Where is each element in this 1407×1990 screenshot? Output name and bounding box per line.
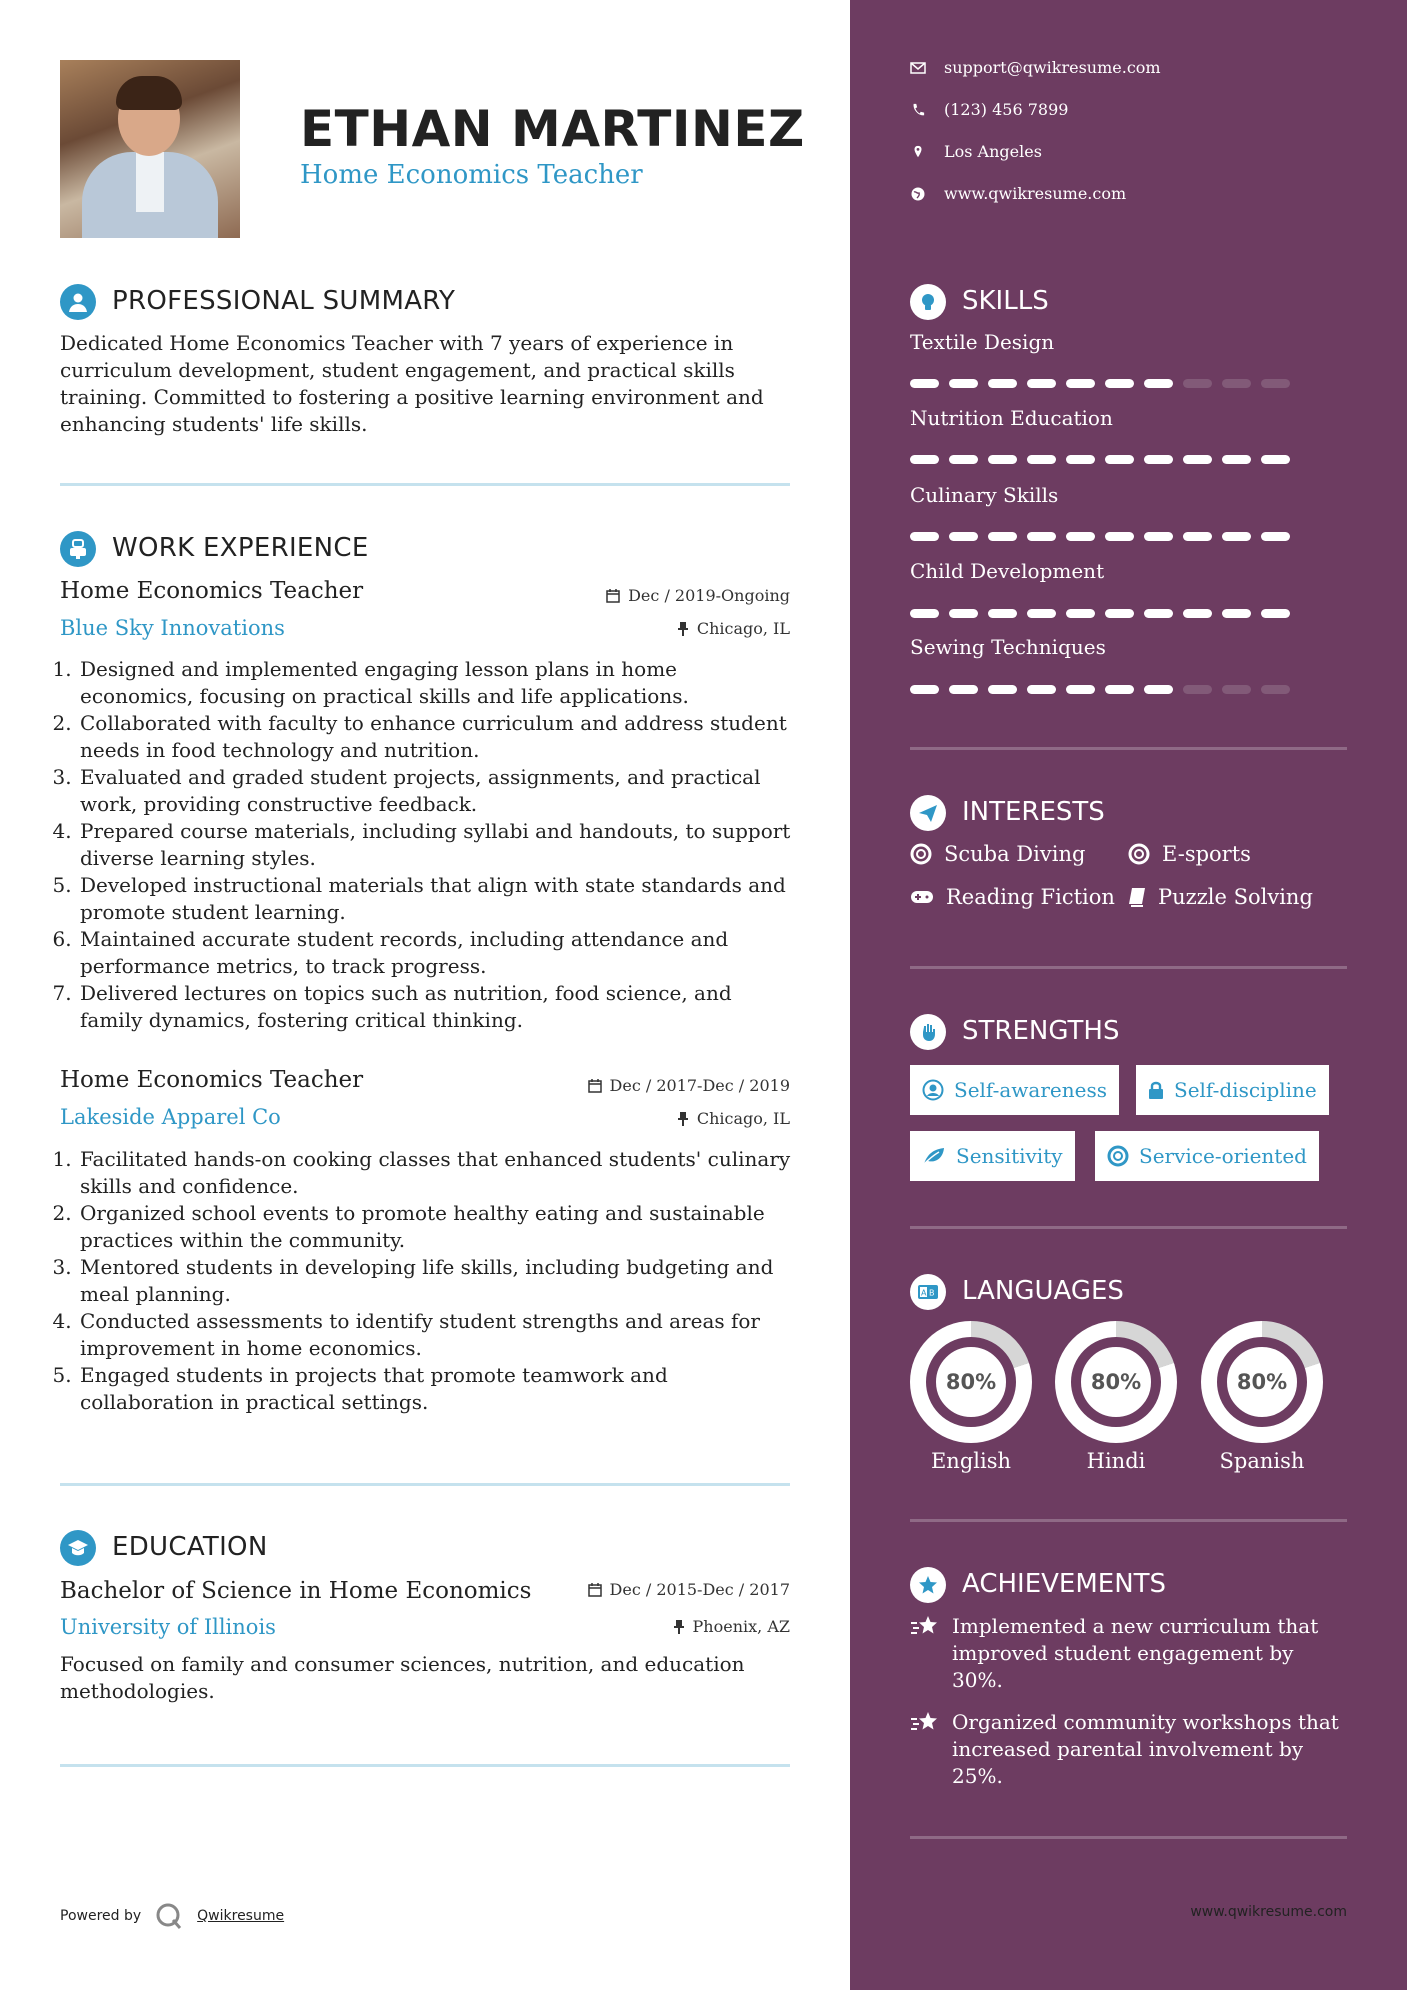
sidebar — [850, 0, 1407, 1990]
skill-segment-filled — [1027, 455, 1056, 464]
calendar-icon — [588, 1079, 602, 1093]
company-name: Lakeside Apparel Co — [60, 1105, 281, 1129]
gamepad-icon — [910, 889, 934, 905]
contact-phone: (123) 456 7899 — [910, 100, 1068, 119]
skill-bar — [910, 532, 1290, 541]
achievement-item: Organized community workshops that increased parental involvement by 25%. — [910, 1709, 1350, 1790]
hand-icon — [910, 1014, 946, 1050]
skill-bar — [910, 455, 1290, 464]
language-icon — [910, 1274, 946, 1310]
skill-segment-filled — [1183, 609, 1212, 618]
skill-segment-filled — [1144, 532, 1173, 541]
language-percent: 80% — [945, 1370, 997, 1394]
skill-name: Child Development — [910, 559, 1105, 583]
globe-icon — [910, 186, 926, 202]
user-icon — [60, 284, 96, 320]
skill-segment-empty — [1222, 685, 1251, 694]
section-divider — [60, 1764, 790, 1767]
interest-item: Scuba Diving — [910, 842, 1085, 866]
skill-segment-filled — [1105, 685, 1134, 694]
skill-segment-empty — [1222, 379, 1251, 388]
skill-name: Culinary Skills — [910, 483, 1059, 507]
language-ring — [1201, 1321, 1323, 1443]
contact-website: www.qwikresume.com — [910, 184, 1126, 203]
skill-segment-filled — [1066, 379, 1095, 388]
skill-segment-filled — [988, 609, 1017, 618]
powered-by: Powered by Qwikresume — [60, 1902, 284, 1930]
skill-segment-filled — [1066, 532, 1095, 541]
section-divider — [910, 1226, 1347, 1229]
language-name: Hindi — [1086, 1449, 1146, 1473]
degree-title: Bachelor of Science in Home Economics — [60, 1578, 532, 1604]
skill-segment-filled — [1066, 685, 1095, 694]
list-item: 1. Facilitated hands-on cooking classes that enhanced students' culinary skills and confidence. — [78, 1146, 795, 1200]
leaf-icon — [922, 1146, 946, 1166]
skill-segment-filled — [988, 532, 1017, 541]
list-item: 5. Developed instructional materials that align with state standards and promote student learning. — [78, 872, 795, 926]
pin-icon — [673, 1620, 685, 1634]
company-name: Blue Sky Innovations — [60, 616, 285, 640]
language-ring — [1055, 1321, 1177, 1443]
skill-segment-filled — [1261, 609, 1290, 618]
skill-segment-filled — [949, 609, 978, 618]
skill-segment-filled — [1105, 455, 1134, 464]
strength-chip: Self-awareness — [910, 1065, 1119, 1115]
qwikresume-link[interactable]: Qwikresume — [197, 1908, 285, 1924]
list-item: 7. Delivered lectures on topics such as nutrition, food science, and family dynamics, fostering critical thinking. — [78, 980, 795, 1034]
education-title: EDUCATION — [112, 1532, 268, 1562]
skill-name: Textile Design — [910, 330, 1055, 354]
lock-icon — [1148, 1080, 1164, 1100]
skill-segment-filled — [1144, 455, 1173, 464]
summary-title: PROFESSIONAL SUMMARY — [112, 286, 456, 316]
job-date: Dec / 2019-Ongoing — [606, 586, 790, 605]
school-name: University of Illinois — [60, 1615, 276, 1639]
job-location: Chicago, IL — [677, 619, 790, 638]
section-divider — [60, 483, 790, 486]
skill-segment-filled — [1144, 685, 1173, 694]
contact-location: Los Angeles — [910, 142, 1042, 161]
language-ring — [910, 1321, 1032, 1443]
job-date: Dec / 2017-Dec / 2019 — [588, 1076, 790, 1095]
shooting-star-icon — [910, 1613, 940, 1639]
skill-segment-filled — [1027, 532, 1056, 541]
list-item: 2. Collaborated with faculty to enhance curriculum and address student needs in food technology and nutrition. — [78, 710, 795, 764]
section-divider — [910, 966, 1347, 969]
section-divider — [910, 747, 1347, 750]
strengths-title: STRENGTHS — [962, 1016, 1120, 1046]
skill-segment-filled — [1261, 455, 1290, 464]
section-divider — [910, 1519, 1347, 1522]
list-item: 6. Maintained accurate student records, including attendance and performance metrics, to track progress. — [78, 926, 795, 980]
interest-item: Reading Fiction — [910, 885, 1115, 909]
skill-segment-filled — [1144, 609, 1173, 618]
interest-item: E-sports — [1128, 842, 1251, 866]
strength-chip: Sensitivity — [910, 1131, 1075, 1181]
skill-segment-filled — [1105, 379, 1134, 388]
candidate-role: Home Economics Teacher — [300, 160, 643, 190]
education-date: Dec / 2015-Dec / 2017 — [588, 1580, 790, 1599]
qwikresume-logo-icon — [155, 1902, 183, 1930]
skill-segment-filled — [1105, 609, 1134, 618]
skill-segment-filled — [1222, 532, 1251, 541]
skill-segment-empty — [1183, 379, 1212, 388]
skill-segment-filled — [910, 685, 939, 694]
contact-email: support@qwikresume.com — [910, 58, 1161, 77]
skill-segment-filled — [1183, 455, 1212, 464]
summary-text: Dedicated Home Economics Teacher with 7 years of experience in curriculum development, student engagement, and practical skills training. Committed to fostering a positive learning environment and enhancing students' life skills. — [60, 331, 764, 436]
language-name: Spanish — [1219, 1449, 1305, 1473]
job-title: Home Economics Teacher — [60, 1067, 364, 1093]
list-item: 1. Designed and implemented engaging lesson plans in home economics, focusing on practical skills and life applications. — [78, 656, 795, 710]
pin-icon — [677, 622, 689, 636]
list-item: 3. Mentored students in developing life skills, including budgeting and meal planning. — [78, 1254, 795, 1308]
education-description: Focused on family and consumer sciences, nutrition, and education methodologies. — [60, 1652, 745, 1703]
skill-segment-filled — [1183, 532, 1212, 541]
lifebuoy-icon — [910, 843, 932, 865]
envelope-icon — [910, 62, 926, 74]
user-circle-icon — [922, 1079, 944, 1101]
skill-segment-filled — [949, 532, 978, 541]
footer-website[interactable]: www.qwikresume.com — [1190, 1904, 1347, 1920]
book-icon — [1128, 887, 1146, 907]
language-percent: 80% — [1090, 1370, 1142, 1394]
lifebuoy-icon — [1107, 1145, 1129, 1167]
language-name: English — [930, 1449, 1012, 1473]
skill-segment-filled — [1222, 455, 1251, 464]
work-title: WORK EXPERIENCE — [112, 533, 369, 563]
job-title: Home Economics Teacher — [60, 578, 364, 604]
calendar-icon — [588, 1583, 602, 1597]
list-item: 3. Evaluated and graded student projects, assignments, and practical work, providing constructive feedback. — [78, 764, 795, 818]
lightbulb-icon — [910, 284, 946, 320]
skill-segment-filled — [949, 455, 978, 464]
pin-icon — [677, 1112, 689, 1126]
skills-title: SKILLS — [962, 286, 1049, 316]
section-divider — [910, 1836, 1347, 1839]
language-percent: 80% — [1236, 1370, 1288, 1394]
interests-title: INTERESTS — [962, 797, 1105, 827]
skill-segment-filled — [1261, 532, 1290, 541]
interest-item: Puzzle Solving — [1128, 885, 1313, 909]
list-item: 4. Conducted assessments to identify student strengths and areas for improvement in home economics. — [78, 1308, 795, 1362]
phone-icon — [910, 103, 926, 117]
strength-chip: Service-oriented — [1095, 1131, 1319, 1181]
calendar-icon — [606, 589, 620, 603]
svg-text:B: B — [929, 1288, 935, 1298]
shooting-star-icon — [910, 1709, 940, 1735]
star-icon — [910, 1567, 946, 1603]
skill-segment-filled — [1105, 532, 1134, 541]
skill-segment-empty — [1261, 685, 1290, 694]
skill-segment-filled — [1066, 609, 1095, 618]
list-item: 5. Engaged students in projects that promote teamwork and collaboration in practical settings. — [78, 1362, 795, 1416]
skill-bar — [910, 609, 1290, 618]
job-bullets — [60, 1146, 795, 1416]
languages-title: LANGUAGES — [962, 1276, 1124, 1306]
achievements-title: ACHIEVEMENTS — [962, 1569, 1167, 1599]
skill-segment-filled — [988, 379, 1017, 388]
list-item: 2. Organized school events to promote healthy eating and sustainable practices within the community. — [78, 1200, 795, 1254]
skill-segment-filled — [910, 455, 939, 464]
skill-segment-filled — [949, 379, 978, 388]
language-item — [910, 1321, 1032, 1473]
candidate-name: ETHAN MARTINEZ — [300, 100, 805, 158]
language-item — [1201, 1321, 1323, 1473]
skill-segment-filled — [910, 379, 939, 388]
skill-segment-filled — [1027, 609, 1056, 618]
svg-text:A: A — [921, 1288, 927, 1298]
achievement-item: Implemented a new curriculum that improved student engagement by 30%. — [910, 1613, 1350, 1694]
skill-segment-filled — [1066, 455, 1095, 464]
skill-name: Nutrition Education — [910, 406, 1113, 430]
skill-segment-empty — [1183, 685, 1212, 694]
skill-segment-filled — [910, 609, 939, 618]
skill-segment-filled — [910, 532, 939, 541]
profile-photo — [60, 60, 240, 238]
lifebuoy-icon — [1128, 843, 1150, 865]
skill-segment-filled — [1144, 379, 1173, 388]
section-divider — [60, 1483, 790, 1486]
education-location: Phoenix, AZ — [673, 1617, 790, 1636]
skill-segment-filled — [988, 455, 1017, 464]
strength-chip: Self-discipline — [1136, 1065, 1329, 1115]
skill-bar — [910, 685, 1290, 694]
job-bullets — [60, 656, 795, 1034]
language-item — [1055, 1321, 1177, 1473]
skill-segment-filled — [1027, 685, 1056, 694]
skill-segment-filled — [1027, 379, 1056, 388]
skill-segment-empty — [1261, 379, 1290, 388]
paper-plane-icon — [910, 795, 946, 831]
skill-segment-filled — [1222, 609, 1251, 618]
skill-segment-filled — [988, 685, 1017, 694]
skill-segment-filled — [949, 685, 978, 694]
graduation-cap-icon — [60, 1530, 96, 1566]
map-pin-icon — [910, 145, 926, 159]
briefcase-icon — [60, 531, 96, 567]
skill-name: Sewing Techniques — [910, 635, 1106, 659]
list-item: 4. Prepared course materials, including syllabi and handouts, to support diverse learning styles. — [78, 818, 795, 872]
job-location: Chicago, IL — [677, 1109, 790, 1128]
skill-bar — [910, 379, 1290, 388]
